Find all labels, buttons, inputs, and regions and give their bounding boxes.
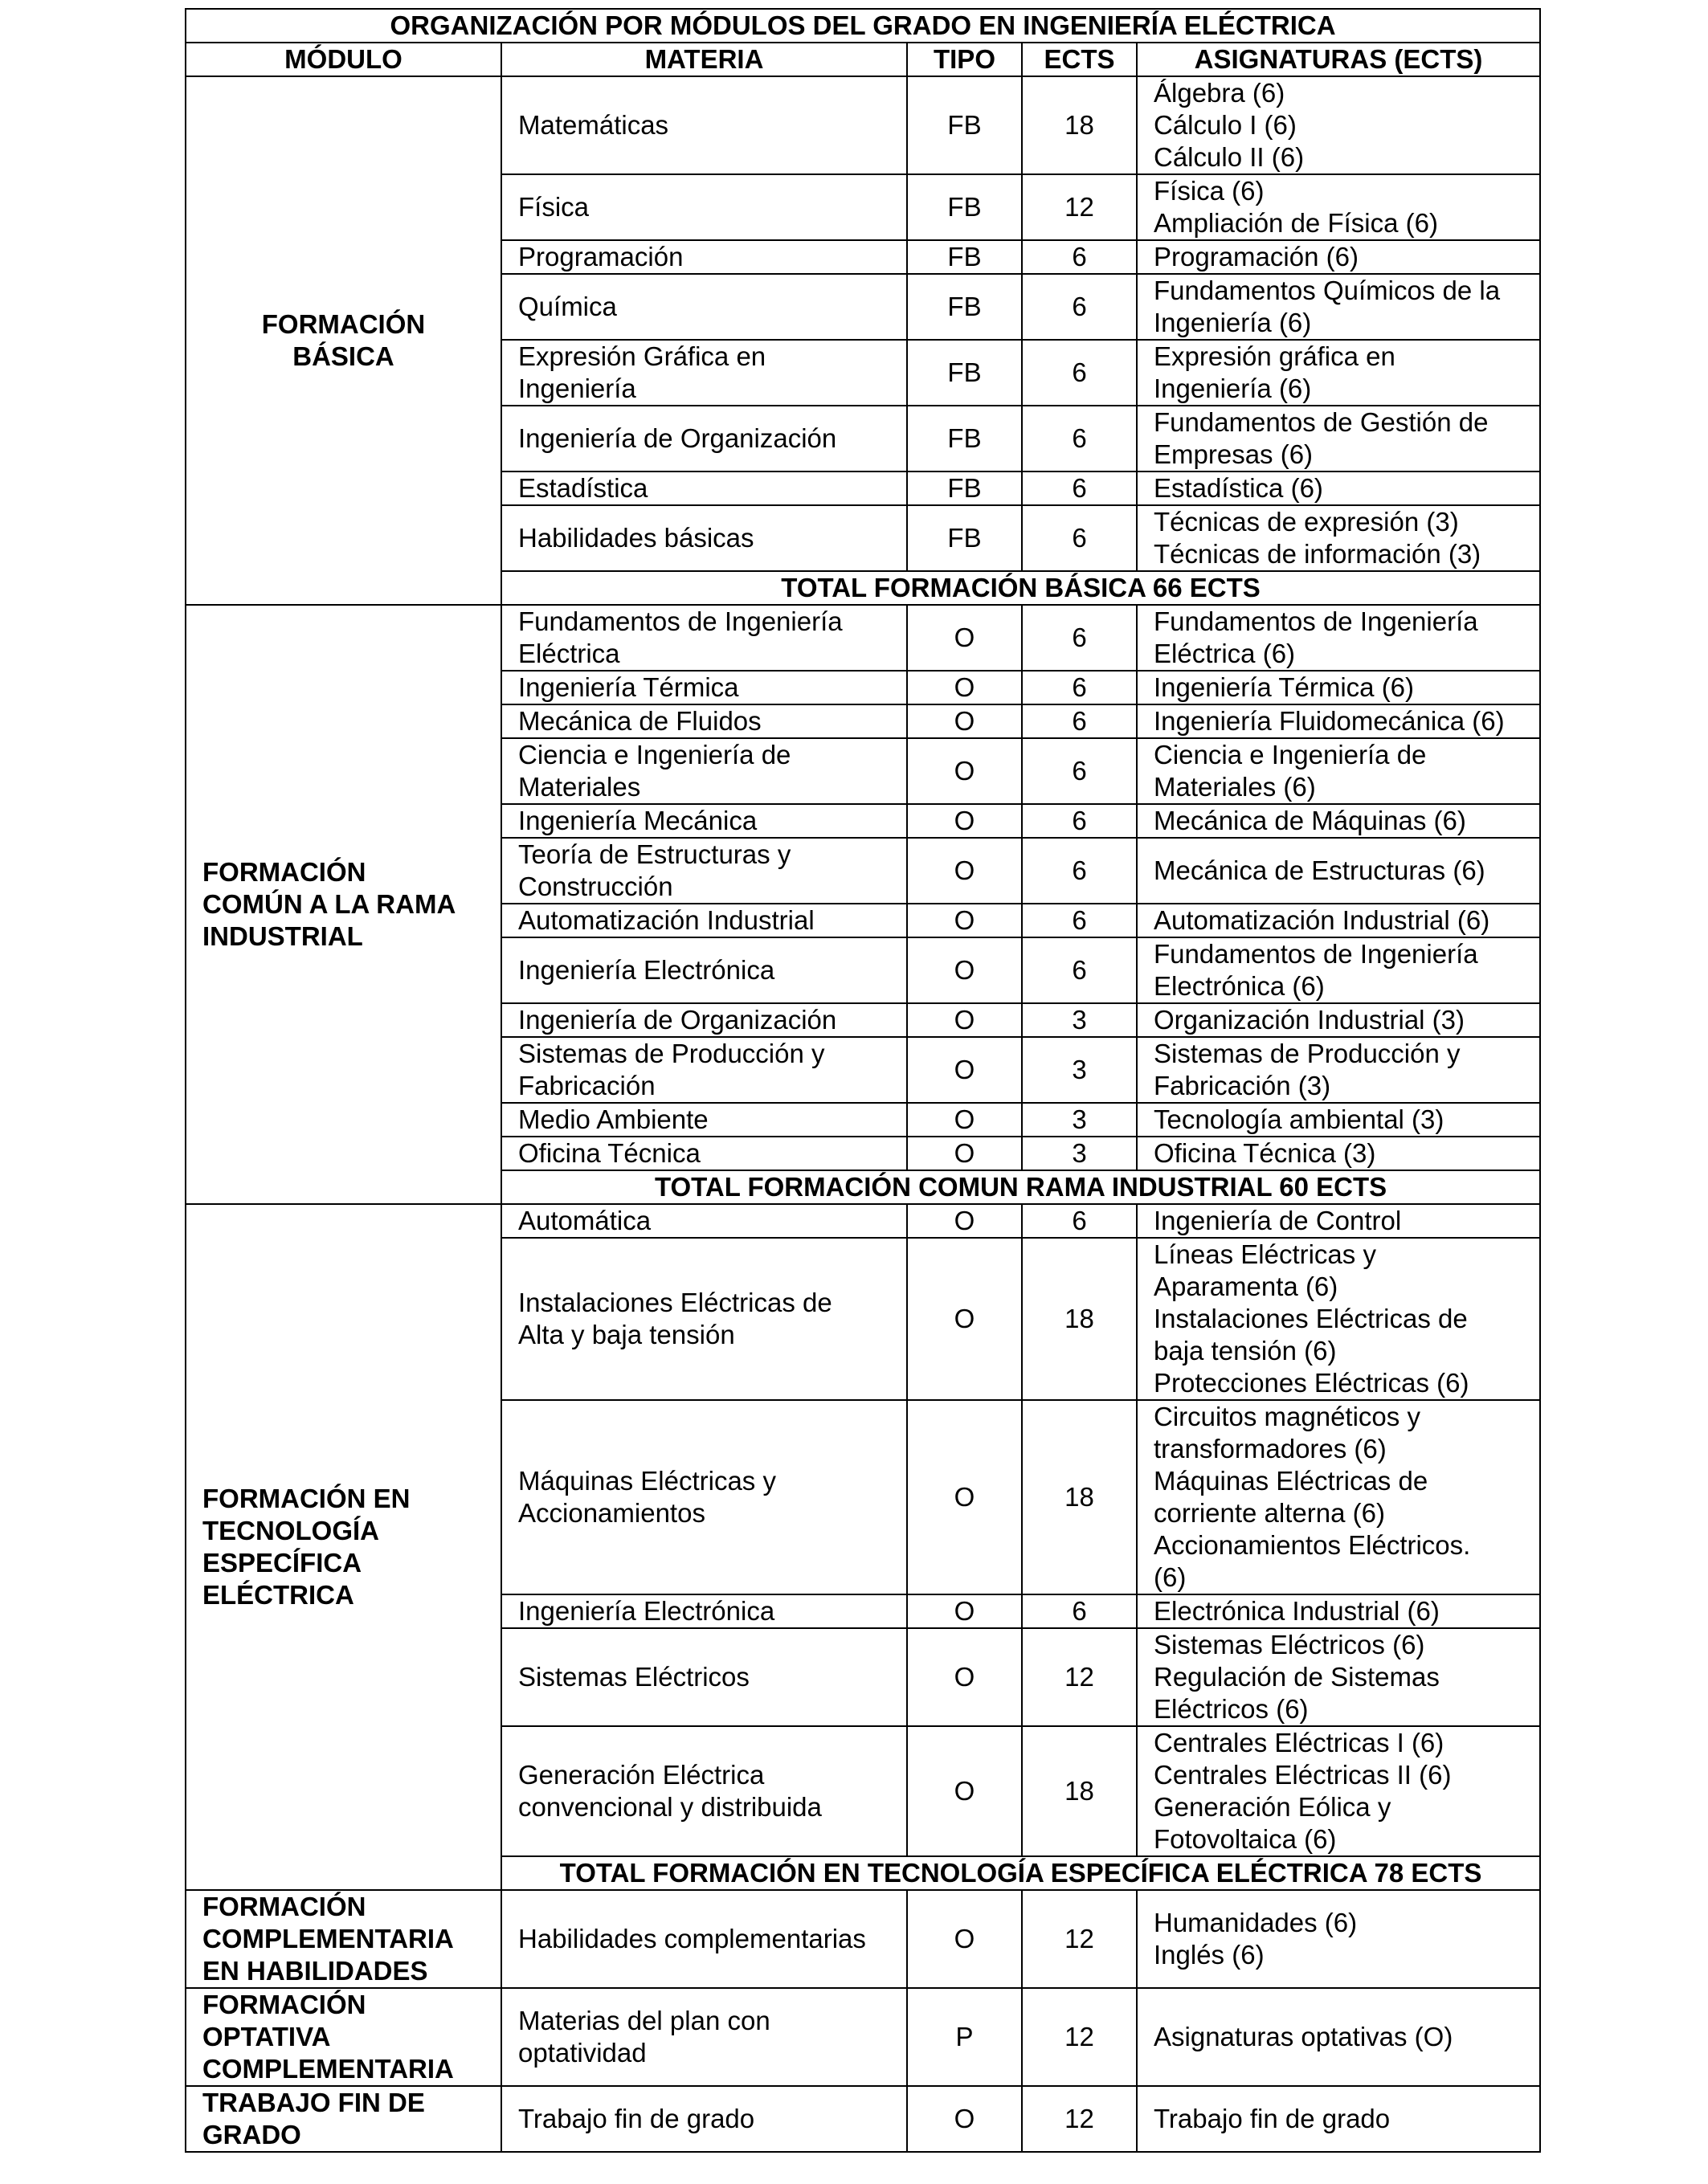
tipo-cell: O <box>907 1400 1022 1594</box>
materia-cell: Máquinas Eléctricas y Accionamientos <box>501 1400 907 1594</box>
tipo-cell: O <box>907 1137 1022 1170</box>
ects-cell: 12 <box>1022 174 1137 240</box>
materia-cell: Medio Ambiente <box>501 1103 907 1137</box>
asignaturas-cell: Mecánica de Estructuras (6) <box>1137 838 1540 904</box>
ects-cell: 6 <box>1022 274 1137 340</box>
ects-cell: 6 <box>1022 704 1137 738</box>
asignaturas-cell: Estadística (6) <box>1137 471 1540 505</box>
ects-cell: 3 <box>1022 1103 1137 1137</box>
asignaturas-cell: Electrónica Industrial (6) <box>1137 1594 1540 1628</box>
ects-cell: 6 <box>1022 406 1137 471</box>
materia-cell: Ingeniería Mecánica <box>501 804 907 838</box>
module-total: TOTAL FORMACIÓN EN TECNOLOGÍA ESPECÍFICA ELÉCTRICA 78 ECTS <box>501 1856 1540 1890</box>
asignaturas-cell: Ingeniería de Control <box>1137 1204 1540 1238</box>
table-row <box>186 2086 1540 2152</box>
asignaturas-cell: Expresión gráfica en Ingeniería (6) <box>1137 340 1540 406</box>
materia-cell: Automatización Industrial <box>501 904 907 937</box>
materia-cell: Habilidades básicas <box>501 505 907 571</box>
tipo-cell: FB <box>907 174 1022 240</box>
materia-cell: Programación <box>501 240 907 274</box>
tipo-cell: O <box>907 2086 1022 2152</box>
tipo-cell: O <box>907 904 1022 937</box>
materia-cell: Generación Eléctrica convencional y distribuida <box>501 1726 907 1856</box>
materia-cell: Ciencia e Ingeniería de Materiales <box>501 738 907 804</box>
materia-cell: Oficina Técnica <box>501 1137 907 1170</box>
tipo-cell: O <box>907 1726 1022 1856</box>
modules-table <box>185 8 1541 2153</box>
asignaturas-cell: Circuitos magnéticos y transformadores (6) Máquinas Eléctricas de corriente alterna (6) Accionamientos Eléctricos. (6) <box>1137 1400 1540 1594</box>
materia-cell: Trabajo fin de grado <box>501 2086 907 2152</box>
materia-cell: Expresión Gráfica en Ingeniería <box>501 340 907 406</box>
materia-cell: Habilidades complementarias <box>501 1890 907 1988</box>
tipo-cell: FB <box>907 240 1022 274</box>
materia-cell: Mecánica de Fluidos <box>501 704 907 738</box>
asignaturas-cell: Álgebra (6) Cálculo I (6) Cálculo II (6) <box>1137 76 1540 174</box>
asignaturas-cell: Sistemas Eléctricos (6) Regulación de Sistemas Eléctricos (6) <box>1137 1628 1540 1726</box>
ects-cell: 6 <box>1022 738 1137 804</box>
ects-cell: 18 <box>1022 1726 1137 1856</box>
tipo-cell: O <box>907 704 1022 738</box>
asignaturas-cell: Programación (6) <box>1137 240 1540 274</box>
asignaturas-cell: Asignaturas optativas (O) <box>1137 1988 1540 2086</box>
tipo-cell: FB <box>907 76 1022 174</box>
materia-cell: Ingeniería Electrónica <box>501 937 907 1003</box>
ects-cell: 3 <box>1022 1137 1137 1170</box>
materia-cell: Automática <box>501 1204 907 1238</box>
ects-cell: 12 <box>1022 1988 1137 2086</box>
tipo-cell: O <box>907 1037 1022 1103</box>
materia-cell: Fundamentos de Ingeniería Eléctrica <box>501 605 907 671</box>
materia-cell: Física <box>501 174 907 240</box>
module-name: TRABAJO FIN DE GRADO <box>186 2086 501 2152</box>
ects-cell: 6 <box>1022 937 1137 1003</box>
header-materia: MATERIA <box>501 43 907 76</box>
tipo-cell: O <box>907 1003 1022 1037</box>
table-body <box>186 76 1540 2152</box>
asignaturas-cell: Técnicas de expresión (3) Técnicas de información (3) <box>1137 505 1540 571</box>
ects-cell: 6 <box>1022 471 1137 505</box>
tipo-cell: O <box>907 1890 1022 1988</box>
tipo-cell: FB <box>907 471 1022 505</box>
table-title: ORGANIZACIÓN POR MÓDULOS DEL GRADO EN INGENIERÍA ELÉCTRICA <box>186 9 1540 43</box>
materia-cell: Sistemas Eléctricos <box>501 1628 907 1726</box>
asignaturas-cell: Tecnología ambiental (3) <box>1137 1103 1540 1137</box>
tipo-cell: FB <box>907 340 1022 406</box>
ects-cell: 3 <box>1022 1037 1137 1103</box>
tipo-cell: O <box>907 671 1022 704</box>
tipo-cell: O <box>907 1628 1022 1726</box>
tipo-cell: O <box>907 937 1022 1003</box>
asignaturas-cell: Trabajo fin de grado <box>1137 2086 1540 2152</box>
materia-cell: Materias del plan con optatividad <box>501 1988 907 2086</box>
ects-cell: 12 <box>1022 2086 1137 2152</box>
header-ects: ECTS <box>1022 43 1137 76</box>
ects-cell: 6 <box>1022 904 1137 937</box>
module-total: TOTAL FORMACIÓN BÁSICA 66 ECTS <box>501 571 1540 605</box>
header-tipo: TIPO <box>907 43 1022 76</box>
table-row <box>186 605 1540 671</box>
ects-cell: 6 <box>1022 1594 1137 1628</box>
materia-cell: Ingeniería de Organización <box>501 406 907 471</box>
asignaturas-cell: Oficina Técnica (3) <box>1137 1137 1540 1170</box>
module-name: FORMACIÓN OPTATIVA COMPLEMENTARIA <box>186 1988 501 2086</box>
module-total: TOTAL FORMACIÓN COMUN RAMA INDUSTRIAL 60 ECTS <box>501 1170 1540 1204</box>
ects-cell: 6 <box>1022 505 1137 571</box>
tipo-cell: O <box>907 1204 1022 1238</box>
ects-cell: 6 <box>1022 838 1137 904</box>
asignaturas-cell: Ingeniería Térmica (6) <box>1137 671 1540 704</box>
tipo-cell: O <box>907 605 1022 671</box>
tipo-cell: FB <box>907 505 1022 571</box>
header-modulo: MÓDULO <box>186 43 501 76</box>
asignaturas-cell: Física (6) Ampliación de Física (6) <box>1137 174 1540 240</box>
table-row <box>186 76 1540 174</box>
ects-cell: 18 <box>1022 1238 1137 1400</box>
materia-cell: Instalaciones Eléctricas de Alta y baja tensión <box>501 1238 907 1400</box>
materia-cell: Matemáticas <box>501 76 907 174</box>
materia-cell: Química <box>501 274 907 340</box>
asignaturas-cell: Líneas Eléctricas y Aparamenta (6) Instalaciones Eléctricas de baja tensión (6) Protecciones Eléctricas (6) <box>1137 1238 1540 1400</box>
table-row <box>186 1204 1540 1238</box>
tipo-cell: O <box>907 838 1022 904</box>
asignaturas-cell: Humanidades (6) Inglés (6) <box>1137 1890 1540 1988</box>
materia-cell: Sistemas de Producción y Fabricación <box>501 1037 907 1103</box>
ects-cell: 6 <box>1022 804 1137 838</box>
ects-cell: 6 <box>1022 340 1137 406</box>
tipo-cell: O <box>907 1238 1022 1400</box>
header-asignaturas: ASIGNATURAS (ECTS) <box>1137 43 1540 76</box>
module-name: FORMACIÓN BÁSICA <box>186 76 501 605</box>
table-row <box>186 1988 1540 2086</box>
asignaturas-cell: Centrales Eléctricas I (6) Centrales Eléctricas II (6) Generación Eólica y Fotovoltaica (6) <box>1137 1726 1540 1856</box>
asignaturas-cell: Fundamentos Químicos de la Ingeniería (6) <box>1137 274 1540 340</box>
ects-cell: 6 <box>1022 240 1137 274</box>
asignaturas-cell: Fundamentos de Gestión de Empresas (6) <box>1137 406 1540 471</box>
asignaturas-cell: Fundamentos de Ingeniería Eléctrica (6) <box>1137 605 1540 671</box>
tipo-cell: O <box>907 1103 1022 1137</box>
tipo-cell: O <box>907 804 1022 838</box>
ects-cell: 6 <box>1022 1204 1137 1238</box>
ects-cell: 12 <box>1022 1890 1137 1988</box>
ects-cell: 18 <box>1022 76 1137 174</box>
asignaturas-cell: Ingeniería Fluidomecánica (6) <box>1137 704 1540 738</box>
tipo-cell: P <box>907 1988 1022 2086</box>
tipo-cell: FB <box>907 406 1022 471</box>
materia-cell: Ingeniería Electrónica <box>501 1594 907 1628</box>
asignaturas-cell: Ciencia e Ingeniería de Materiales (6) <box>1137 738 1540 804</box>
module-name: FORMACIÓN EN TECNOLOGÍA ESPECÍFICA ELÉCTRICA <box>186 1204 501 1890</box>
module-name: FORMACIÓN COMPLEMENTARIA EN HABILIDADES <box>186 1890 501 1988</box>
materia-cell: Teoría de Estructuras y Construcción <box>501 838 907 904</box>
ects-cell: 6 <box>1022 671 1137 704</box>
materia-cell: Ingeniería Térmica <box>501 671 907 704</box>
asignaturas-cell: Sistemas de Producción y Fabricación (3) <box>1137 1037 1540 1103</box>
tipo-cell: O <box>907 738 1022 804</box>
ects-cell: 18 <box>1022 1400 1137 1594</box>
asignaturas-cell: Organización Industrial (3) <box>1137 1003 1540 1037</box>
module-name: FORMACIÓN COMÚN A LA RAMA INDUSTRIAL <box>186 605 501 1204</box>
tipo-cell: O <box>907 1594 1022 1628</box>
ects-cell: 12 <box>1022 1628 1137 1726</box>
asignaturas-cell: Automatización Industrial (6) <box>1137 904 1540 937</box>
ects-cell: 6 <box>1022 605 1137 671</box>
asignaturas-cell: Fundamentos de Ingeniería Electrónica (6) <box>1137 937 1540 1003</box>
tipo-cell: FB <box>907 274 1022 340</box>
table-row <box>186 1890 1540 1988</box>
asignaturas-cell: Mecánica de Máquinas (6) <box>1137 804 1540 838</box>
materia-cell: Estadística <box>501 471 907 505</box>
materia-cell: Ingeniería de Organización <box>501 1003 907 1037</box>
ects-cell: 3 <box>1022 1003 1137 1037</box>
